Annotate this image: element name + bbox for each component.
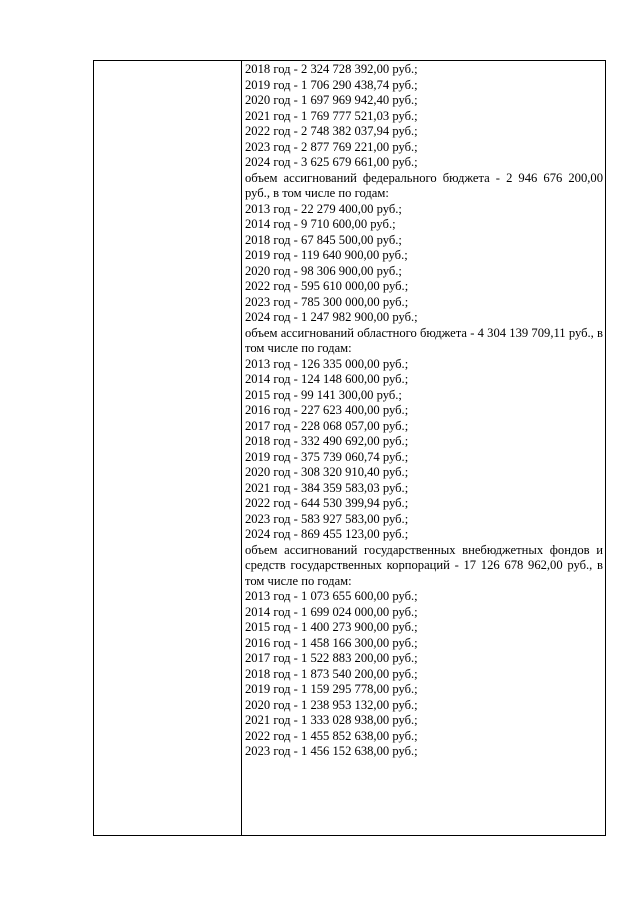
year-amount-line: 2019 год - 119 640 900,00 руб.;	[245, 248, 408, 262]
table-label-cell	[94, 61, 242, 835]
year-amount-line: 2023 год - 2 877 769 221,00 руб.;	[245, 139, 418, 154]
year-amount-line: 2015 год - 99 141 300,00 руб.;	[245, 387, 402, 402]
allocation-heading: объем ассигнований областного бюджета - 4 304 139 709,11 руб., в том числе по годам:	[245, 325, 603, 355]
year-amount-line: 2022 год - 2 748 382 037,94 руб.;	[245, 124, 418, 138]
year-amount-line: 2013 год - 1 073 655 600,00 руб.;	[245, 589, 418, 603]
year-amount-line: 2024 год - 3 625 679 661,00 руб.;	[245, 155, 418, 169]
allocation-heading: объем ассигнований федерального бюджета - 2 946 676 200,00 руб., в том числе по годам:	[245, 170, 603, 200]
year-amount-line: 2021 год - 1 769 777 521,03 руб.;	[245, 108, 418, 123]
year-amount-line: 2014 год - 1 699 024 000,00 руб.;	[245, 604, 418, 619]
year-amount-line: 2014 год - 124 148 600,00 руб.;	[245, 372, 409, 386]
year-amount-line: 2019 год - 375 739 060,74 руб.;	[245, 449, 409, 464]
year-amount-line: 2018 год - 2 324 728 392,00 руб.;	[245, 62, 418, 76]
year-amount-line: 2024 год - 869 455 123,00 руб.;	[245, 527, 409, 541]
year-amount-line: 2022 год - 595 610 000,00 руб.;	[245, 279, 409, 293]
year-amount-line: 2015 год - 1 400 273 900,00 руб.;	[245, 620, 418, 634]
year-amount-line: 2024 год - 1 247 982 900,00 руб.;	[245, 310, 418, 324]
year-amount-line: 2018 год - 332 490 692,00 руб.;	[245, 434, 409, 448]
year-amount-line: 2021 год - 1 333 028 938,00 руб.;	[245, 713, 418, 727]
year-amount-line: 2018 год - 1 873 540 200,00 руб.;	[245, 666, 418, 681]
financing-table	[93, 60, 606, 836]
year-amount-line: 2016 год - 1 458 166 300,00 руб.;	[245, 635, 418, 650]
year-amount-line: 2013 год - 22 279 400,00 руб.;	[245, 201, 402, 216]
year-amount-line: 2023 год - 583 927 583,00 руб.;	[245, 511, 409, 526]
allocation-heading: объем ассигнований государственных внебюджетных фондов и средств государственных корпораций - 17 126 678 962,00 руб., в том числе по годам:	[245, 542, 603, 588]
year-amount-line: 2017 год - 228 068 057,00 руб.;	[245, 418, 409, 433]
year-amount-line: 2023 год - 785 300 000,00 руб.;	[245, 294, 409, 309]
year-amount-line: 2022 год - 1 455 852 638,00 руб.;	[245, 728, 418, 743]
year-amount-line: 2019 год - 1 706 290 438,74 руб.;	[245, 77, 418, 92]
year-amount-line: 2022 год - 644 530 399,94 руб.;	[245, 496, 409, 510]
year-amount-line: 2020 год - 308 320 910,40 руб.;	[245, 465, 409, 479]
year-amount-line: 2020 год - 98 306 900,00 руб.;	[245, 263, 402, 278]
year-amount-line: 2023 год - 1 456 152 638,00 руб.;	[245, 744, 418, 758]
year-amount-line: 2018 год - 67 845 500,00 руб.;	[245, 232, 402, 247]
table-content-cell	[242, 61, 605, 835]
year-amount-line: 2019 год - 1 159 295 778,00 руб.;	[245, 682, 418, 696]
year-amount-line: 2014 год - 9 710 600,00 руб.;	[245, 217, 396, 231]
year-amount-line: 2020 год - 1 697 969 942,40 руб.;	[245, 93, 418, 107]
year-amount-line: 2013 год - 126 335 000,00 руб.;	[245, 356, 409, 371]
year-amount-line: 2017 год - 1 522 883 200,00 руб.;	[245, 651, 418, 665]
year-amount-line: 2021 год - 384 359 583,03 руб.;	[245, 480, 409, 495]
year-amount-line: 2020 год - 1 238 953 132,00 руб.;	[245, 697, 418, 712]
year-amount-line: 2016 год - 227 623 400,00 руб.;	[245, 403, 409, 417]
